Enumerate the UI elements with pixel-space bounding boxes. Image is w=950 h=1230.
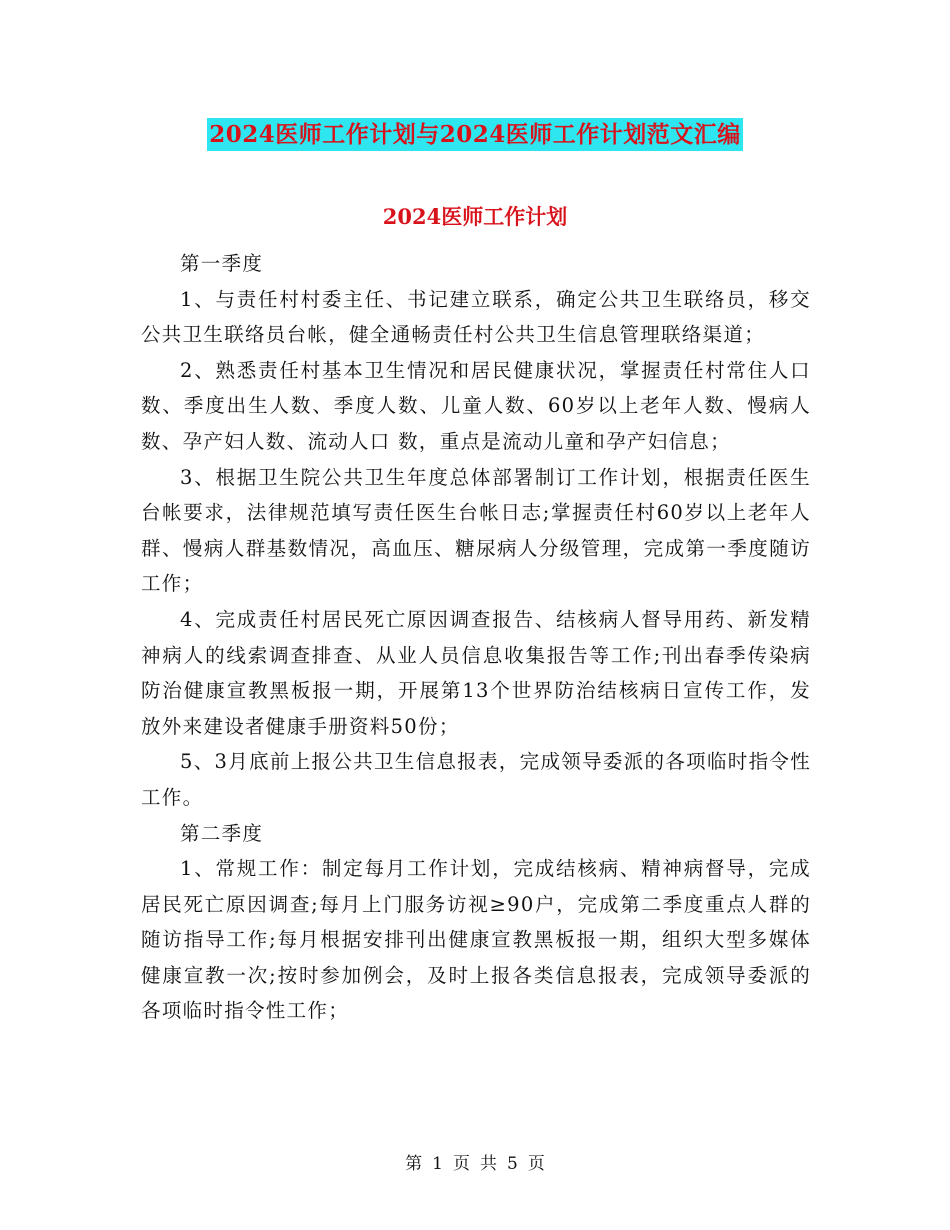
document-title (0, 112, 950, 153)
paragraph: 2、熟悉责任村基本卫生情况和居民健康状况，掌握责任村常住人口数、季度出生人数、季度人数、儿童人数、60岁以上老年人数、慢病人数、孕产妇人数、流动人口 数，重点是流动儿童和孕产妇信息； (141, 358, 811, 453)
document-title-text: 2024医师工作计划与2024医师工作计划范文汇编 (207, 118, 743, 151)
quarter-heading: 第一季度 (180, 252, 264, 275)
total-page-number: 5 (507, 1154, 518, 1174)
paragraph: 1、常规工作：制定每月工作计划，完成结核病、精神病督导，完成居民死亡原因调查;每月上门服务访视≥90户，完成第二季度重点人群的随访指导工作;每月根据安排刊出健康宣教黑板报一期，组织大型多媒体健康宣教一次;按时参加例会，及时上报各类信息报表，完成领导委派的各项临时指令性工作； (141, 857, 811, 1023)
footer-page-word: 页 (453, 1154, 470, 1174)
document-body (141, 246, 811, 1029)
footer-suffix: 页 (527, 1154, 545, 1174)
footer-prefix: 第 (405, 1154, 423, 1174)
paragraph: 5、3月底前上报公共卫生信息报表，完成领导委派的各项临时指令性工作。 (141, 750, 811, 809)
section-title: 2024医师工作计划 (382, 204, 568, 229)
quarter-heading: 第二季度 (180, 821, 264, 845)
paragraph: 3、根据卫生院公共卫生年度总体部署制订工作计划，根据责任医生台帐要求，法律规范填写责任医生台帐日志;掌握责任村60岁以上老年人群、慢病人群基数情况，高血压、糖尿病人分级管理，完成第一季度随访工作； (141, 465, 811, 596)
footer-total-word: 共 (480, 1154, 497, 1174)
current-page-number: 1 (432, 1154, 443, 1174)
paragraph: 4、完成责任村居民死亡原因调查报告、结核病人督导用药、新发精神病人的线索调查排查、从业人员信息收集报告等工作;刊出春季传染病防治健康宣教黑板报一期，开展第13个世界防治结核病日宣传工作，发放外来建设者健康手册资料50份； (141, 607, 811, 738)
page-footer (0, 1152, 950, 1176)
paragraph: 1、与责任村村委主任、书记建立联系，确定公共卫生联络员，移交公共卫生联络员台帐，健全通畅责任村公共卫生信息管理联络渠道； (141, 287, 811, 347)
